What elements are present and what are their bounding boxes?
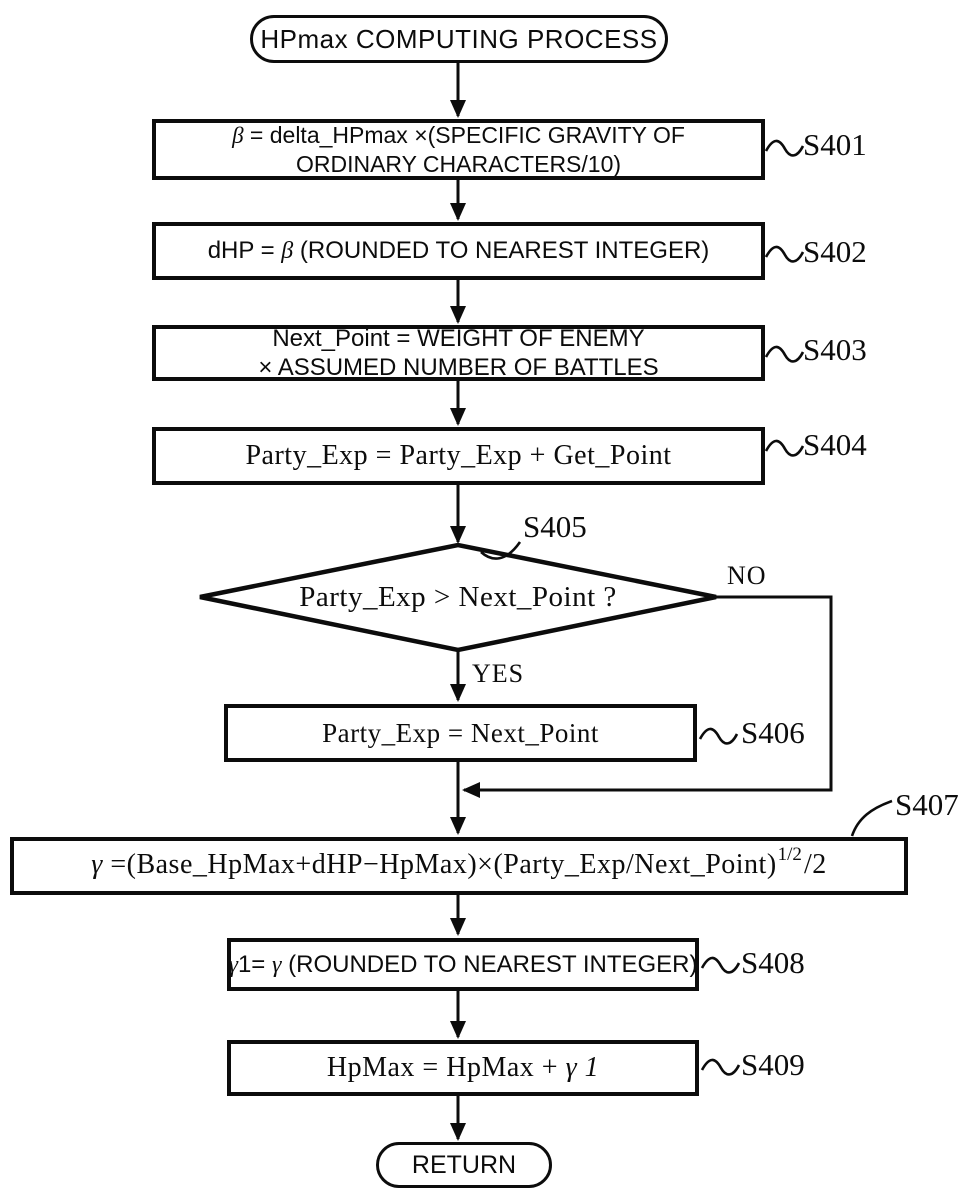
process-box-s409: [227, 1040, 699, 1096]
process-box-s402: [152, 222, 765, 280]
squiggle-s409: [702, 1060, 739, 1074]
s401-formula-line2: ORDINARY CHARACTERS/10): [295, 150, 622, 177]
s407-formula: γ =(Base_HpMax+dHP−HpMax)×(Party_Exp/Next_Point) 1/2 /2: [91, 849, 826, 884]
process-box-s403: [152, 325, 765, 381]
s403-formula-line1: Next_Point = WEIGHT OF ENEMY: [272, 325, 645, 352]
step-ref-s409: S409: [741, 1047, 805, 1082]
squiggle-s408: [702, 958, 739, 972]
s408-formula: γ 1= γ (ROUNDED TO NEAREST INTEGER): [228, 950, 698, 978]
return-terminal-label: RETURN: [411, 1150, 517, 1179]
s401-formula-line1: β = delta_HPmax ×(SPECIFIC GRAVITY OF: [232, 121, 685, 148]
step-ref-s402: S402: [803, 234, 867, 269]
gamma-symbol: γ: [271, 951, 282, 978]
squiggle-s404: [766, 441, 803, 455]
s402-formula: dHP = β (ROUNDED TO NEAREST INTEGER): [207, 237, 710, 264]
gamma-symbol: γ 1: [565, 1052, 600, 1083]
no-branch-label: NO: [727, 561, 767, 590]
process-box-s401: [152, 119, 765, 180]
beta-symbol: β: [281, 238, 294, 264]
beta-symbol: β: [232, 122, 244, 148]
s406-formula: Party_Exp = Next_Point: [322, 717, 599, 748]
squiggle-s403: [766, 347, 803, 361]
step-ref-s404: S404: [803, 427, 867, 462]
step-ref-s403: S403: [803, 332, 867, 367]
s404-formula: Party_Exp = Party_Exp + Get_Point: [245, 440, 672, 471]
start-terminal-label: HPmax COMPUTING PROCESS: [260, 23, 658, 54]
step-ref-s407: S407: [895, 787, 959, 822]
decision-question: Party_Exp > Next_Point ?: [299, 581, 617, 613]
squiggle-s406: [700, 729, 737, 743]
yes-branch-label: YES: [472, 659, 525, 688]
s403-formula-line2: × ASSUMED NUMBER OF BATTLES: [258, 354, 659, 381]
s409-formula: HpMax = HpMax + γ 1: [326, 1052, 600, 1083]
process-box-s407: [10, 837, 908, 895]
s407-exponent: 1/2: [777, 843, 802, 865]
step-ref-s408: S408: [741, 945, 805, 980]
process-box-s404: [152, 427, 765, 485]
step-ref-s405: S405: [523, 509, 587, 544]
step-ref-s401: S401: [803, 127, 867, 162]
gamma-symbol: γ: [228, 951, 238, 978]
process-box-s408: [227, 938, 699, 991]
squiggle-s401: [766, 141, 803, 155]
step-ref-s406: S406: [741, 715, 805, 750]
leader-s407: [852, 801, 892, 836]
gamma-symbol: γ: [91, 848, 103, 880]
squiggle-s402: [766, 247, 803, 261]
process-box-s406: [224, 704, 697, 762]
return-terminal: [376, 1142, 552, 1188]
start-terminal: [250, 15, 668, 63]
